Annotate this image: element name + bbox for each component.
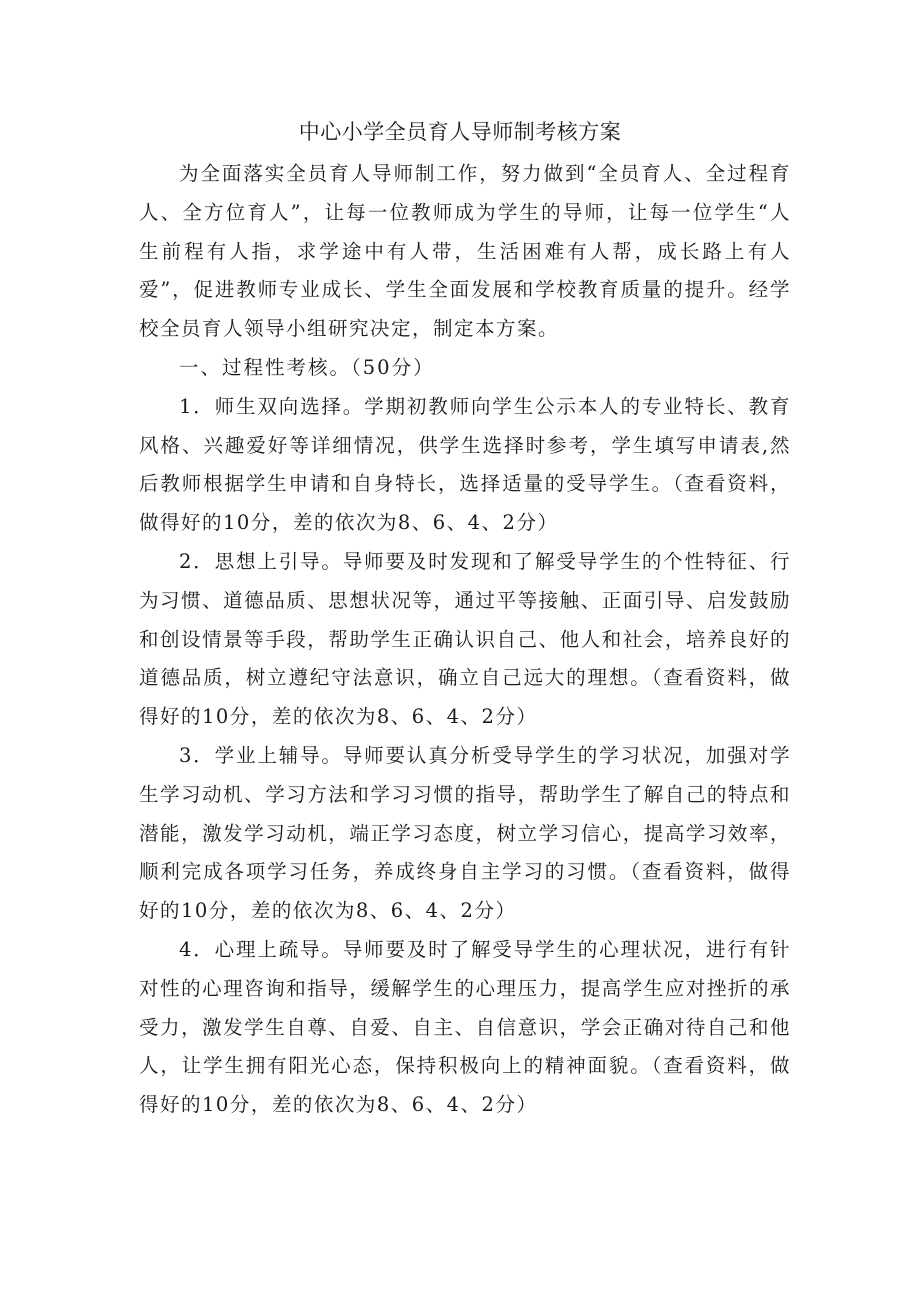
item-paragraph-psychological-counseling: 4．心理上疏导。导师要及时了解受导学生的心理状况，进行有针对性的心理咨询和指导，缓解学生的心理压力，提高学生应对挫折的承受力，激发学生自尊、自爱、自主、自信意识，学会正确对待自己和他人，让学生拥有阳光心态，保持积极向上的精神面貌。（查看资料，做得好的10分，差的依次为8、6、4、2分）: [139, 937, 791, 1117]
document-body: [139, 155, 791, 1125]
item-paragraph-ideological-guidance: 2．思想上引导。导师要及时发现和了解受导学生的个性特征、行为习惯、道德品质、思想状况等，通过平等接触、正面引导、启发鼓励和创设情景等手段，帮助学生正确认识自己、他人和社会，培养良好的道德品质，树立遵纪守法意识，确立自己远大的理想。（查看资料，做得好的10分，差的依次为8、6、4、2分）: [139, 549, 791, 729]
intro-paragraph: 为全面落实全员育人导师制工作，努力做到“全员育人、全过程育人、全方位育人”，让每一位教师成为学生的导师，让每一位学生“人生前程有人指，求学途中有人带，生活困难有人帮，成长路上有人爱”，促进教师专业成长、学生全面发展和学校教育质量的提升。经学校全员育人领导小组研究决定，制定本方案。: [139, 162, 791, 341]
document-title: 中心小学全员育人导师制考核方案: [298, 120, 622, 144]
section-heading-process-assessment: 一、过程性考核。（50分）: [179, 355, 435, 379]
item-paragraph-academic-tutoring: 3．学业上辅导。导师要认真分析受导学生的学习状况，加强对学生学习动机、学习方法和学习习惯的指导，帮助学生了解自己的特点和潜能，激发学习动机，端正学习态度，树立学习信心，提高学习效率，顺利完成各项学习任务，养成终身自主学习的习惯。（查看资料，做得好的10分，差的依次为8、6、4、2分）: [139, 743, 791, 923]
item-paragraph-mutual-selection: 1．师生双向选择。学期初教师向学生公示本人的专业特长、教育风格、兴趣爱好等详细情况，供学生选择时参考，学生填写申请表,然后教师根据学生申请和自身特长，选择适量的受导学生。（查看资料，做得好的10分，差的依次为8、6、4、2分）: [139, 394, 791, 535]
